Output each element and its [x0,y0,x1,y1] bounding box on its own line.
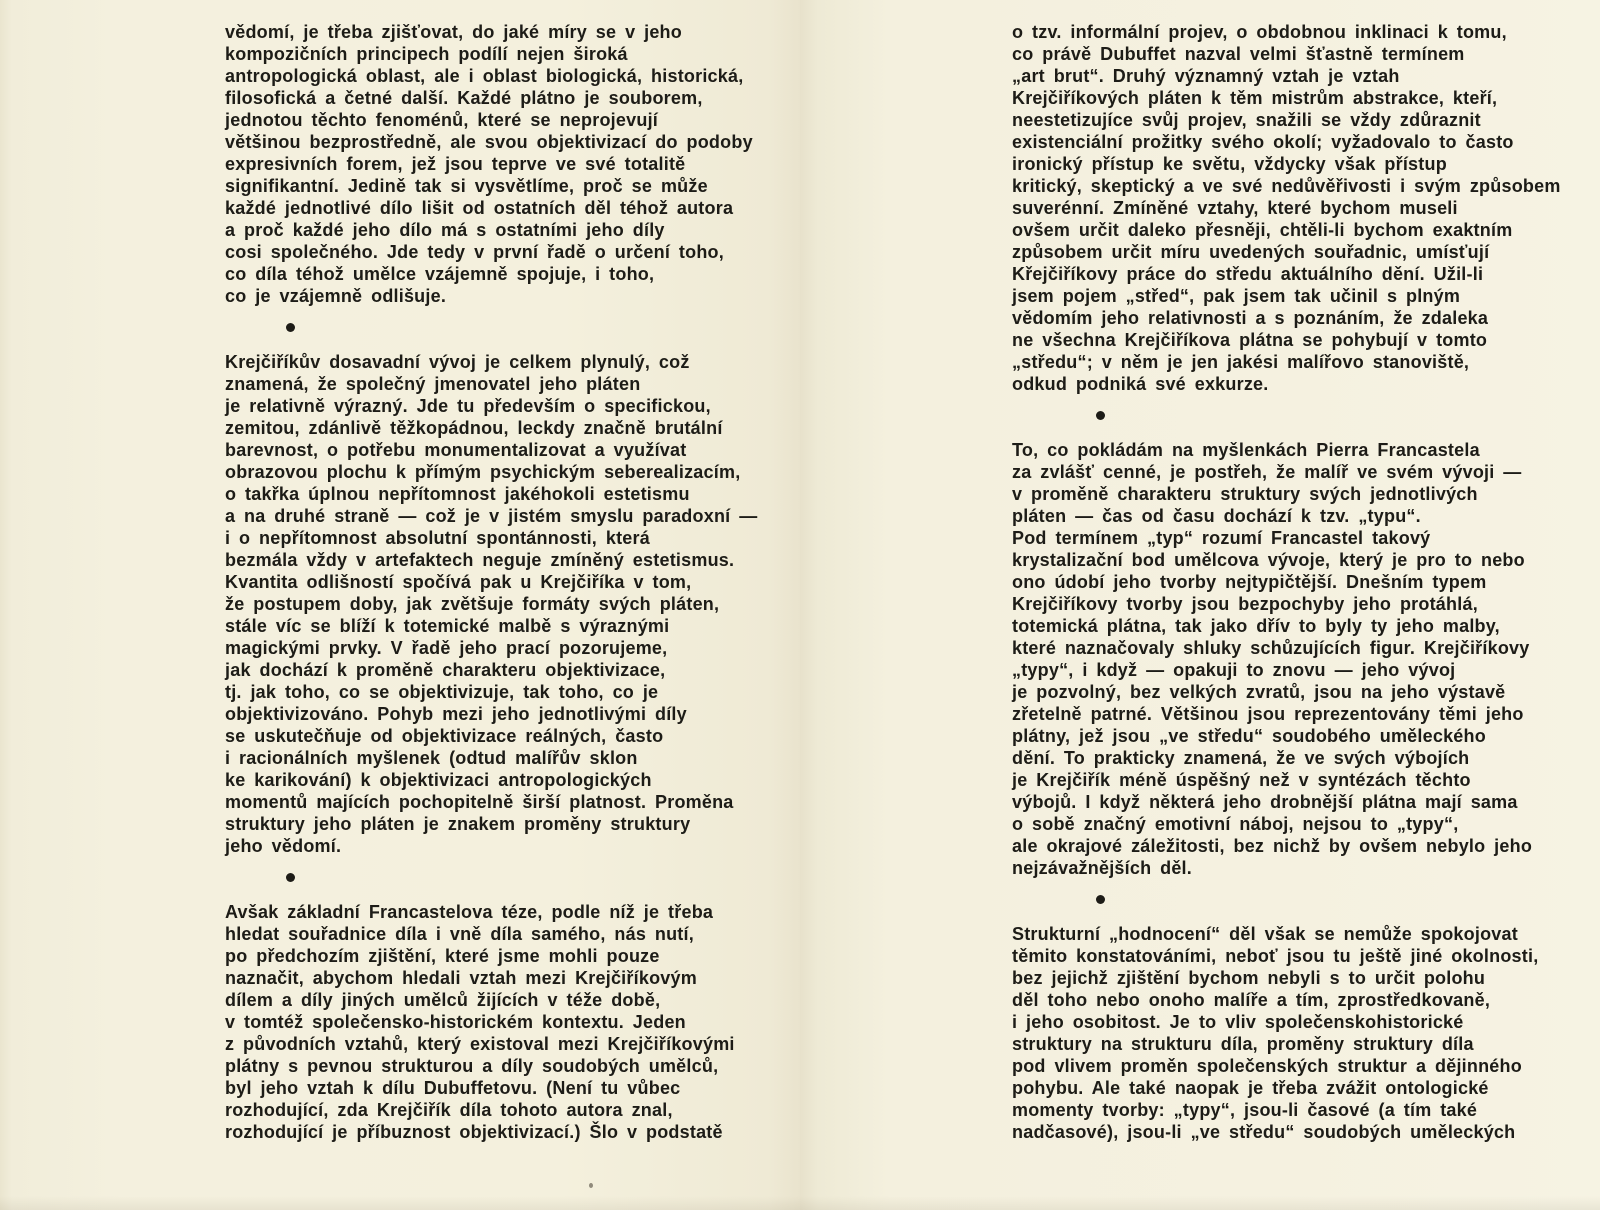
bullet-icon [286,323,295,332]
paragraph [1012,923,1600,1143]
text-line: nejzávažnějších děl. [1012,858,1192,878]
text-line: i jeho osobitost. Je to vliv společenskohistorické [1012,1012,1464,1032]
text-line: barevnost, o potřebu monumentalizovat a využívat [225,440,687,460]
paragraph [1012,439,1600,879]
text-line: cosi společného. Jde tedy v první řadě o určení toho, [225,242,724,262]
text-line: výbojů. I když některá jeho drobnější plátna mají sama [1012,792,1518,812]
text-line: o sobě značný emotivní náboj, nejsou to „typy“, [1012,814,1459,834]
text-line: tj. jak toho, co se objektivizuje, tak toho, co je [225,682,659,702]
section-separator-bullet [1012,411,1600,421]
paragraph [225,901,800,1143]
text-line: „typy“, i když — opakuji to znovu — jeho vývoj [1012,660,1456,680]
text-line: zřetelně patrné. Většinou jsou reprezentovány těmi jeho [1012,704,1524,724]
text-line: je relativně výrazný. Jde tu především o specifickou, [225,396,711,416]
text-line: rozhodující je příbuznost objektivizací.) Šlo v podstatě [225,1122,723,1142]
text-line: Avšak základní Francastelova téze, podle níž je třeba [225,902,714,922]
text-line: pohybu. Ale také naopak je třeba zvážit ontologické [1012,1078,1489,1098]
text-line: děl toho nebo onoho malíře a tím, zprostředkovaně, [1012,990,1491,1010]
paragraph [225,351,800,857]
text-line: vědomím jeho relativnosti a s poznáním, že zdaleka [1012,308,1489,328]
text-line: struktury na strukturu díla, proměny struktury díla [1012,1034,1474,1054]
text-line: Křejčiříkovy práce do středu aktuálního dění. Užil-li [1012,264,1484,284]
text-line: o takřka úplnou nepřítomnost jakéhokoli estetismu [225,484,690,504]
text-line: se uskutečňuje od objektivizace reálných, často [225,726,664,746]
text-line: jeho vědomí. [225,836,342,856]
text-line: rozhodující, zda Krejčiřík díla tohoto autora znal, [225,1100,673,1120]
text-line: hledat souřadnice díla i vně díla samého, nás nutí, [225,924,694,944]
text-line: ironický přístup ke světu, vždycky však přístup [1012,154,1447,174]
text-line: magickými prvky. V řadě jeho prací pozorujeme, [225,638,668,658]
text-line: existenciální prožitky svého okolí; vyžadovalo to často [1012,132,1514,152]
text-line: je pozvolný, bez velkých zvratů, jsou na jeho výstavě [1012,682,1506,702]
text-line: ale okrajové záležitosti, bez nichž by ovšem nebylo jeho [1012,836,1533,856]
text-line: Krejčiříkových pláten k těm mistrům abstrakce, kteří, [1012,88,1498,108]
text-line: Kvantita odlišností spočívá pak u Krejčiříka v tom, [225,572,692,592]
text-line: struktury jeho pláten je znakem proměny struktury [225,814,691,834]
text-line: i o nepřítomnost absolutní spontánnosti, která [225,528,650,548]
text-line: co právě Dubuffet nazval velmi šťastně termínem [1012,44,1465,64]
text-line: většinou bezprostředně, ale svou objektivizací do podoby [225,132,753,152]
text-line: filosofická a četné další. Každé plátno je souborem, [225,88,703,108]
ink-speck [589,1183,593,1188]
text-line: ne všechna Krejčiříkova plátna se pohybují v tomto [1012,330,1488,350]
section-separator-bullet [1012,895,1600,905]
text-line: kritický, skeptický a ve své nedůvěřivosti i svým způsobem [1012,176,1561,196]
bullet-icon [286,873,295,882]
text-line: jednotou těchto fenoménů, které se neprojevují [225,110,658,130]
text-line: za zvlášť cenné, je postřeh, že malíř ve svém vývoji — [1012,462,1522,482]
bullet-icon [1096,895,1105,904]
text-line: o tzv. informální projev, o obdobnou inklinaci k tomu, [1012,22,1507,42]
text-line: bezmála vždy v artefaktech neguje zmíněný estetismus. [225,550,735,570]
section-separator-bullet [225,323,800,333]
text-line: pláten — čas od času dochází k tzv. „typu“. [1012,506,1421,526]
text-line: totemická plátna, tak jako dřív to byly ty jeho malby, [1012,616,1500,636]
text-line: dílem a díly jiných umělců žijících v téže době, [225,990,661,1010]
text-line: Krejčiříkův dosavadní vývoj je celkem plynulý, což [225,352,690,372]
text-line: nadčasové), jsou-li „ve středu“ soudobých uměleckých [1012,1122,1516,1142]
text-line: i racionálních myšlenek (odtud malířův sklon [225,748,638,768]
text-line: „středu“; v něm je jen jakési malířovo stanoviště, [1012,352,1470,372]
text-line: antropologická oblast, ale i oblast biologická, historická, [225,66,744,86]
text-line: v tomtéž společensko-historickém kontextu. Jeden [225,1012,686,1032]
text-line: „art brut“. Druhý významný vztah je vztah [1012,66,1400,86]
text-line: kompozičních principech podílí nejen široká [225,44,628,64]
text-line: ke karikování) k objektivizaci antropologických [225,770,652,790]
page-right-content [1012,21,1600,1143]
text-line: suverénní. Zmíněné vztahy, které bychom museli [1012,198,1458,218]
text-line: Pod termínem „typ“ rozumí Francastel takový [1012,528,1431,548]
text-line: co díla téhož umělce vzájemně spojuje, i toho, [225,264,655,284]
text-line: jak dochází k proměně charakteru objektivizace, [225,660,666,680]
text-line: těmito konstatováními, neboť jsou tu ještě jiné okolnosti, [1012,946,1539,966]
text-line: naznačit, abychom hledali vztah mezi Krejčiříkovým [225,968,697,988]
bullet-icon [1096,411,1105,420]
text-line: ovšem určit daleko přesněji, chtěli-li bychom exaktním [1012,220,1513,240]
text-line: způsobem určit míru uvedených souřadnic, umísťují [1012,242,1490,262]
paragraph [1012,21,1600,395]
text-line: odkud podniká své exkurze. [1012,374,1269,394]
text-line: znamená, že společný jmenovatel jeho pláten [225,374,641,394]
text-line: bez jejichž zjištění bychom nebyli s to určit polohu [1012,968,1486,988]
text-line: v proměně charakteru struktury svých jednotlivých [1012,484,1478,504]
text-line: expresivních forem, jež jsou teprve ve své totalitě [225,154,686,174]
text-line: Strukturní „hodnocení“ děl však se nemůže spokojovat [1012,924,1518,944]
book-page-right [800,0,1600,1210]
text-line: každé jednotlivé dílo lišit od ostatních děl téhož autora [225,198,734,218]
page-left-content [225,21,800,1143]
text-line: zemitou, zdánlivě těžkopádnou, leckdy značně brutální [225,418,723,438]
text-line: momentů majících pochopitelně širší platnost. Proměna [225,792,734,812]
text-line: že postupem doby, jak zvětšuje formáty svých pláten, [225,594,720,614]
text-line: ono údobí jeho tvorby nejtypičtější. Dnešním typem [1012,572,1487,592]
text-line: To, co pokládám na myšlenkách Pierra Francastela [1012,440,1480,460]
text-line: vědomí, je třeba zjišťovat, do jaké míry se v jeho [225,22,682,42]
text-line: objektivizováno. Pohyb mezi jeho jednotlivými díly [225,704,687,724]
text-line: obrazovou plochu k přímým psychickým seberealizacím, [225,462,741,482]
text-line: je Krejčiřík méně úspěšný než v syntézách těchto [1012,770,1471,790]
text-line: signifikantní. Jedině tak si vysvětlíme, proč se může [225,176,708,196]
text-line: plátny s pevnou strukturou a díly soudobých umělců, [225,1056,719,1076]
text-line: plátny, jež jsou „ve středu“ soudobého uměleckého [1012,726,1486,746]
text-line: pod vlivem proměn společenských struktur a dějinného [1012,1056,1522,1076]
text-line: které naznačovaly shluky schůzujících figur. Krejčiříkovy [1012,638,1530,658]
text-line: momenty tvorby: „typy“, jsou-li časové (a tím také [1012,1100,1478,1120]
text-line: po předchozím zjištění, které jsme mohli pouze [225,946,660,966]
text-line: jsem pojem „střed“, pak jsem tak učinil s plným [1012,286,1461,306]
text-line: neestetizujíce svůj projev, snažili se vždy zdůraznit [1012,110,1481,130]
section-separator-bullet [225,873,800,883]
text-line: a na druhé straně — což je v jistém smyslu paradoxní — [225,506,758,526]
text-line: dění. To prakticky znamená, že ve svých výbojích [1012,748,1470,768]
text-line: a proč každé jeho dílo má s ostatními jeho díly [225,220,665,240]
text-line: krystalizační bod umělcova vývoje, který je pro to nebo [1012,550,1525,570]
paragraph [225,21,800,307]
text-line: Krejčiříkovy tvorby jsou bezpochyby jeho protáhlá, [1012,594,1478,614]
text-line: stále víc se blíží k totemické malbě s výraznými [225,616,670,636]
text-line: z původních vztahů, který existoval mezi Krejčiříkovými [225,1034,735,1054]
text-line: co je vzájemně odlišuje. [225,286,447,306]
text-line: byl jeho vztah k dílu Dubuffetovu. (Není tu vůbec [225,1078,681,1098]
